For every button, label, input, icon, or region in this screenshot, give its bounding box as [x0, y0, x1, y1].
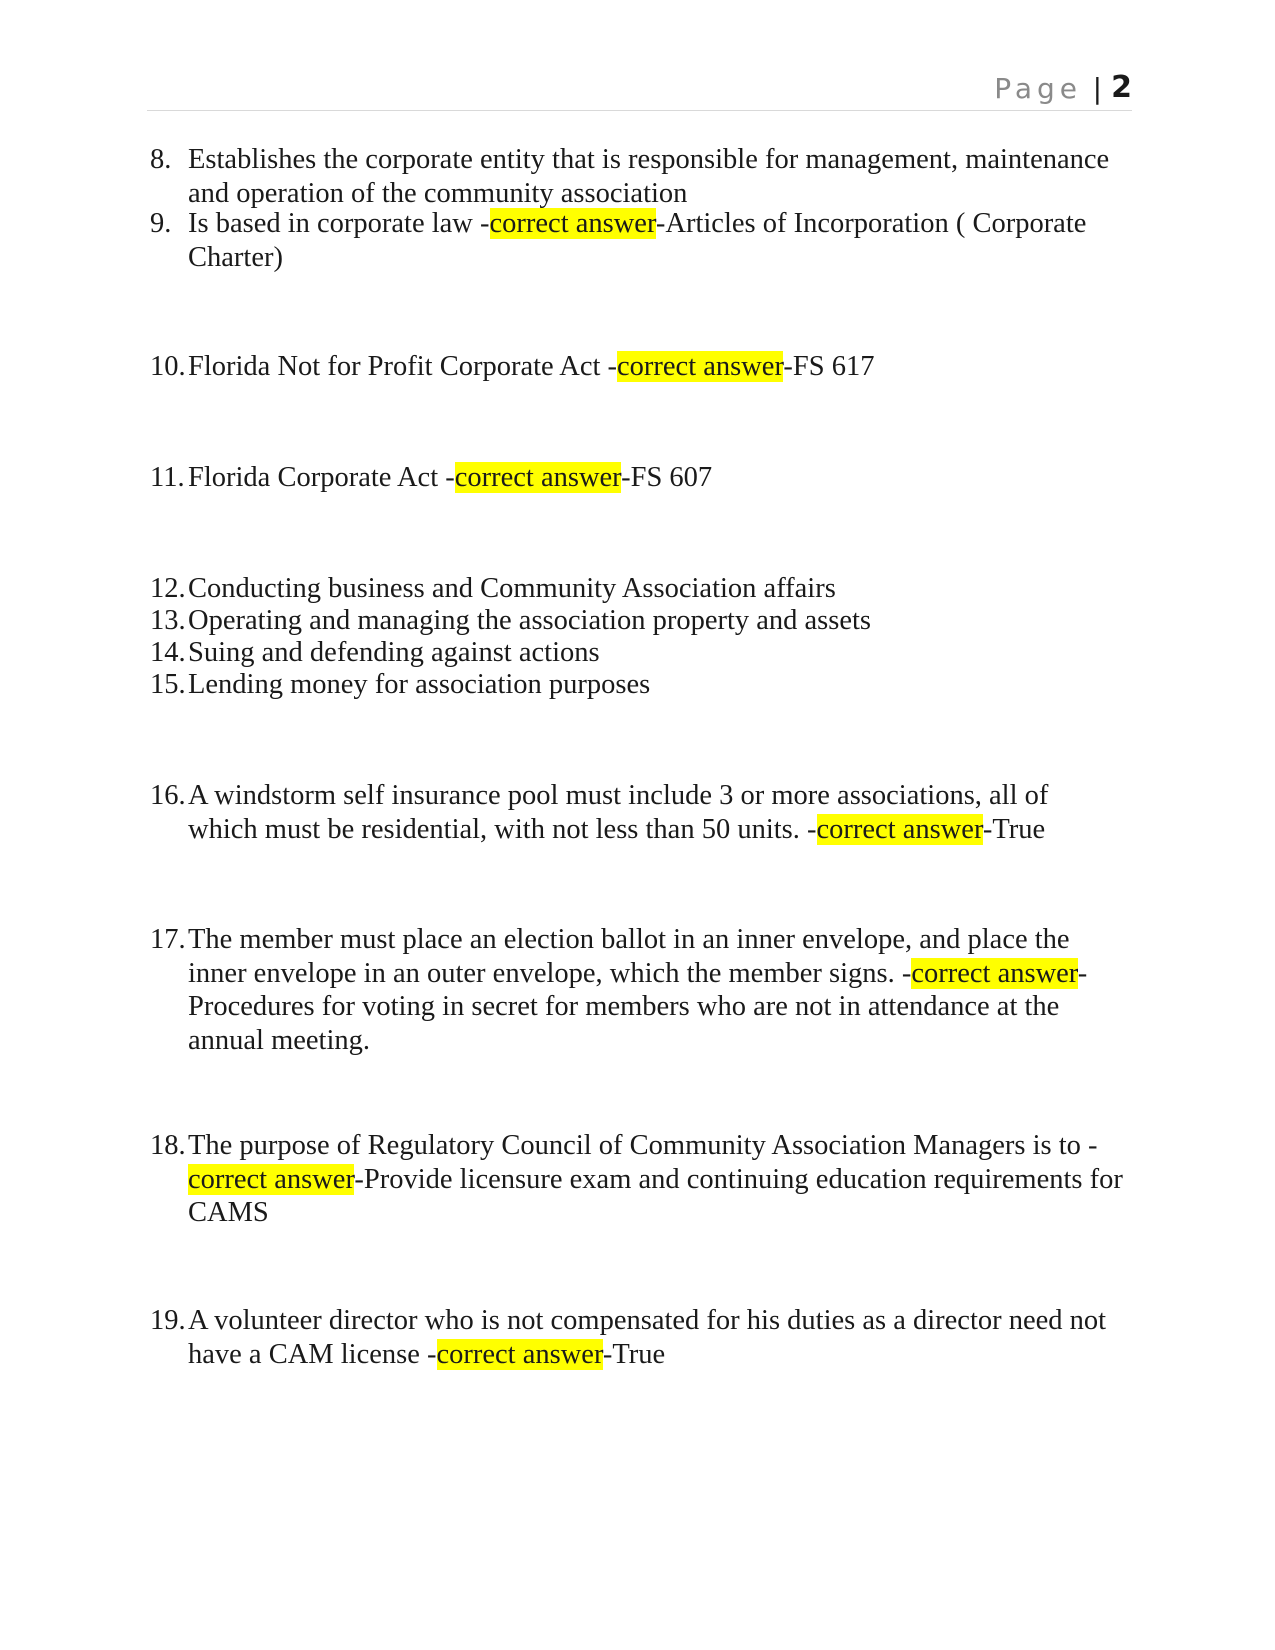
- item-text: [188, 572, 1125, 606]
- page-number: 2: [1111, 70, 1132, 105]
- page-label: Page: [994, 72, 1082, 105]
- correct-answer-highlight: correct answer: [454, 462, 622, 493]
- correct-answer-highlight: correct answer: [436, 1338, 603, 1370]
- item-number: 13.: [150, 605, 186, 636]
- question-item-8: [150, 143, 1125, 210]
- item-text: [188, 923, 1125, 1057]
- item-text: [188, 668, 1125, 702]
- item-number: 17.: [150, 924, 186, 955]
- question-item-10: [150, 350, 1125, 384]
- question-text: A windstorm self insurance pool must include 3 or more associations, all of which must be residential, with not less than 50 units. -: [188, 780, 1049, 845]
- item-number: 8.: [150, 144, 172, 175]
- item-number: 9.: [150, 208, 172, 239]
- page-separator: |: [1092, 72, 1102, 105]
- item-number: 12.: [150, 573, 186, 604]
- question-item-12: [150, 572, 1125, 606]
- question-text: A volunteer director who is not compensated for his duties as a director need not have a CAM license -: [188, 1305, 1107, 1370]
- item-text: [188, 1304, 1125, 1371]
- question-item-19: [150, 1304, 1125, 1371]
- correct-answer-highlight: correct answer: [617, 351, 784, 382]
- question-text: Lending money for association purposes: [188, 669, 651, 700]
- item-number: 19.: [150, 1305, 186, 1336]
- answer-text: -Articles of Incorporation ( Corporate Charter): [188, 208, 1087, 273]
- answer-text: -FS 607: [621, 462, 713, 493]
- item-number: 16.: [150, 780, 186, 811]
- question-item-15: [150, 668, 1125, 702]
- answer-text: -Provide licensure exam and continuing education requirements for CAMS: [188, 1163, 1123, 1228]
- item-text: [188, 143, 1125, 210]
- item-text: [188, 636, 1125, 670]
- answer-text: -FS 617: [783, 351, 875, 382]
- item-text: [188, 461, 1125, 495]
- question-item-13: [150, 604, 1125, 638]
- question-text: Conducting business and Community Association affairs: [188, 573, 836, 604]
- question-item-16: [150, 779, 1125, 846]
- correct-answer-highlight: correct answer: [911, 957, 1078, 989]
- correct-answer-highlight: correct answer: [816, 813, 983, 845]
- question-item-17: [150, 923, 1125, 1057]
- question-text: The member must place an election ballot in an inner envelope, and place the inner envelope in an outer envelope, which the member signs. -: [188, 924, 1070, 989]
- question-item-18: [150, 1129, 1125, 1230]
- item-number: 14.: [150, 637, 186, 668]
- item-text: [188, 350, 1125, 384]
- item-text: [188, 779, 1125, 846]
- item-text: [188, 1129, 1125, 1230]
- question-text: The purpose of Regulatory Council of Community Association Managers is to -: [188, 1130, 1098, 1161]
- answer-text: -True: [602, 1338, 666, 1370]
- question-text: Establishes the corporate entity that is responsible for management, maintenance and operation of the community association: [188, 144, 1110, 209]
- page-header: [147, 72, 1132, 111]
- item-number: 10.: [150, 351, 186, 382]
- correct-answer-highlight: correct answer: [188, 1163, 355, 1195]
- answer-text: -True: [982, 813, 1046, 845]
- item-text: [188, 207, 1125, 274]
- question-text: Operating and managing the association property and assets: [188, 605, 872, 636]
- question-text: Florida Corporate Act -: [188, 462, 455, 493]
- correct-answer-highlight: correct answer: [489, 208, 656, 239]
- question-item-11: [150, 461, 1125, 495]
- question-text: Is based in corporate law -: [188, 208, 490, 239]
- question-item-14: [150, 636, 1125, 670]
- item-text: [188, 604, 1125, 638]
- item-number: 11.: [150, 462, 185, 493]
- question-item-9: [150, 207, 1125, 274]
- item-number: 15.: [150, 669, 186, 700]
- question-text: Suing and defending against actions: [188, 637, 600, 668]
- question-text: Florida Not for Profit Corporate Act -: [188, 351, 618, 382]
- answer-text: -Procedures for voting in secret for members who are not in attendance at the annual meeting.: [188, 957, 1088, 1056]
- item-number: 18.: [150, 1130, 186, 1161]
